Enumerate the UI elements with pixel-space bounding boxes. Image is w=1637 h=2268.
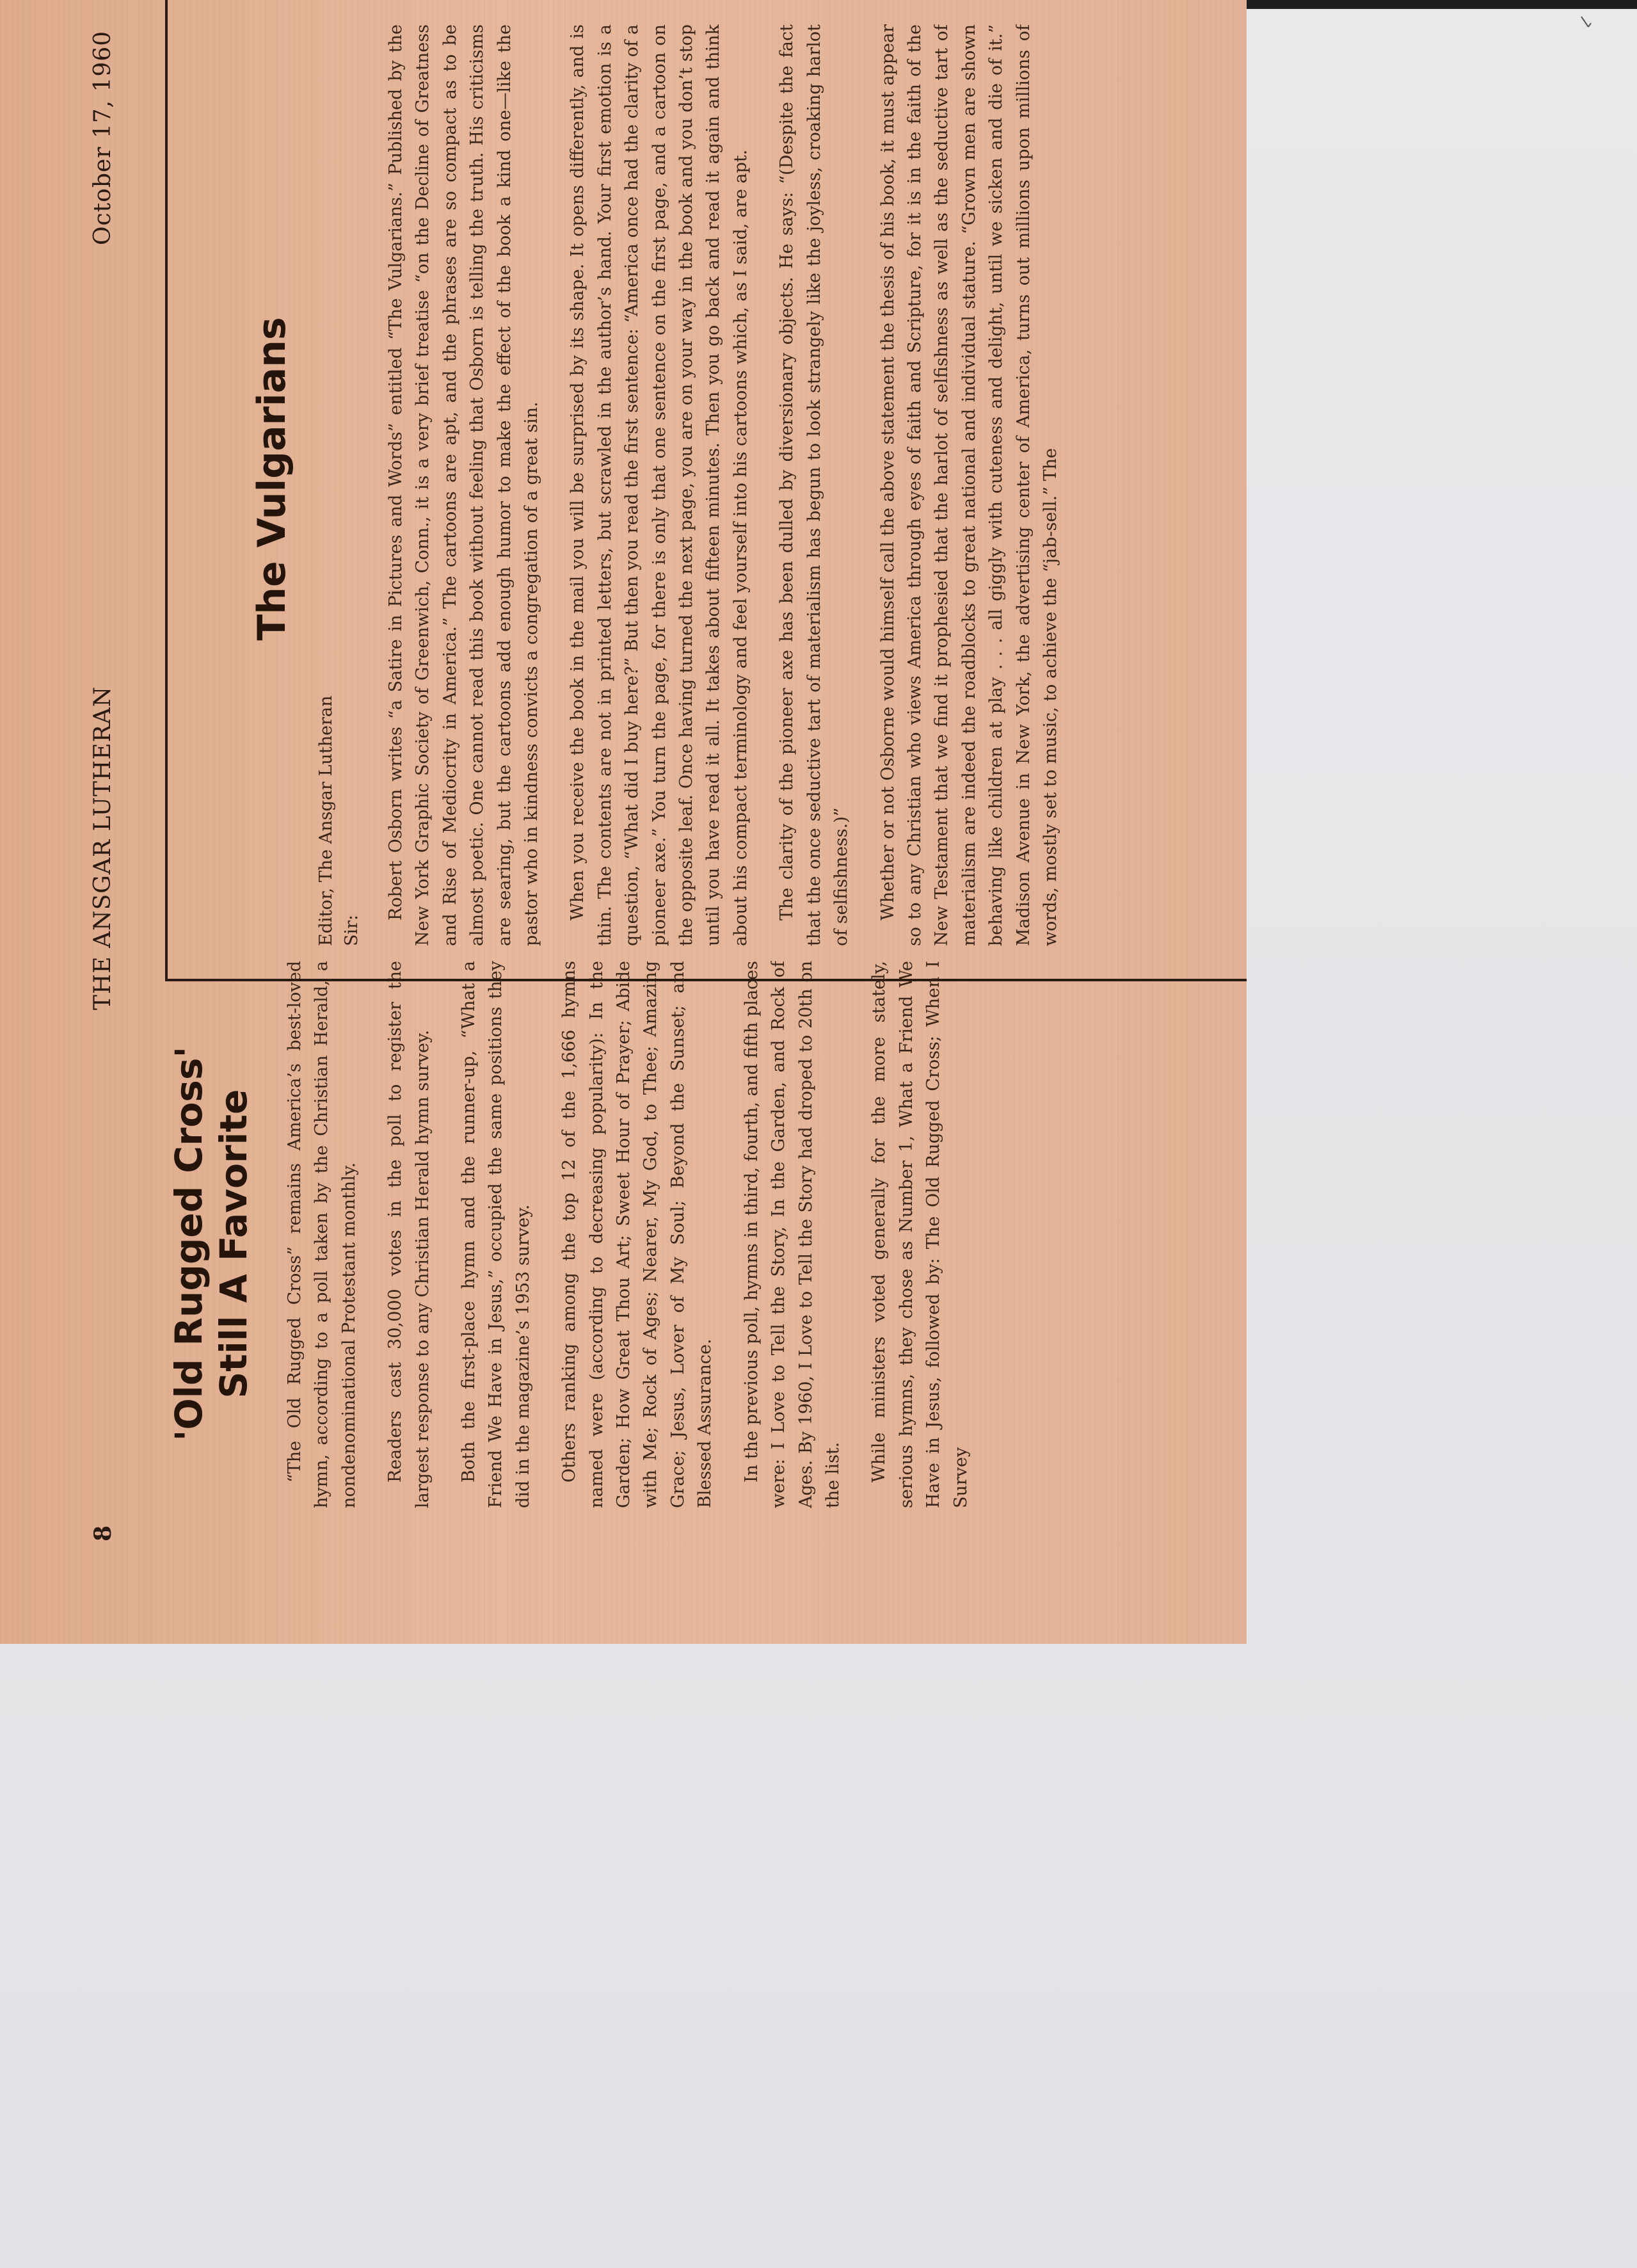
left-article-body: [282, 961, 1242, 1508]
salutation-line-2: Sir:: [342, 914, 362, 946]
issue-date: October 17, 1960: [90, 30, 116, 245]
left-paragraph: “The Old Rugged Cross” remains America’s best-loved hymn, according to a poll taken by the Christian Herald, a nondenominational Protestant monthly.: [285, 961, 359, 1508]
left-paragraph: In the previous poll, hymns in third, fourth, and fifth places were: I Love to Tell the Story, In the Garden, and Rock of Ages. By 1960, I Love to Tell the Story had droped to 20th on the list.: [741, 961, 843, 1508]
left-paragraph: Both the first-place hymn and the runner-up, “What a Friend We Have in Jesus,” occupied the same positions they did in the magazine’s 1953 survey.: [459, 961, 533, 1508]
page-number: 8: [90, 1524, 116, 1541]
right-article-headline: The Vulgarians: [250, 317, 294, 641]
left-paragraph: Others ranking among the top 12 of the 1,666 hymns named were (according to decreasing popularity): In the Garden; How Great Thou Art; Sweet Hour of Prayer; Abide with Me; Rock of Ages; Nearer, My God, to Thee; Amazing Grace; Jesus, Lover of My Soul; Beyond the Sunset; and Blessed Assurance.: [559, 961, 715, 1508]
salutation-line-1: Editor, The Ansgar Lutheran: [316, 695, 336, 946]
pencil-mark-icon: [1579, 15, 1592, 29]
headline-line-1: 'Old Rugged Cross': [167, 1046, 211, 1442]
left-paragraph: While ministers voted generally for the more stately, serious hymns, they chose as Number 1, What a Friend We Have in Jesus, followed by: The Old Rugged Cross; When I Survey: [869, 961, 971, 1508]
letter-salutation: [314, 498, 365, 946]
right-paragraph: The clarity of the pioneer axe has been dulled by diversionary objects. He says: “(Despite the fact that the once seductive tart of materialism has begun to look strangely like the joyless, croaking harlot of selfishness.)”: [777, 24, 852, 946]
headline-line-2: Still A Favorite: [212, 1089, 255, 1399]
right-paragraph: Whether or not Osborne would himself call the above statement the thesis of his book, it must appear so to any Christian who views America through eyes of faith and Scripture, for it is in the faith of the New Testament that we find it prophesied that the harlot of selfishness as well as the seductive tart of materialism are indeed the roadblocks to great national and individual stature. “Grown men are shown behaving like children at play . . . all giggly with cuteness and delight, until we sicken and die of it.” Madison Avenue in New York, the advertising center of America, turns out millions upon millions of words, mostly set to music, to achieve the “jab-sell.” The: [877, 24, 1060, 946]
scanner-dark-edge: [1235, 0, 1637, 9]
right-article-body: [383, 24, 1247, 946]
right-paragraph: Robert Osborn writes “a Satire in Pictures and Words” entitled “The Vulgarians.” Published by the New York Graphic Society of Greenwich, Conn., it is a very brief treatise “on the Decline of Greatness and Rise of Mediocrity in America.” The cartoons are apt, and the phrases are so compact as to be almost poetic. One cannot read this book without feeling that Osborn is telling the truth. His criticisms are searing, but the cartoons add enough humor to make the effect of the book a kind one—like the pastor who in kindness convicts a congregation of a great sin.: [386, 24, 542, 946]
left-paragraph: Readers cast 30,000 votes in the poll to register the largest response to any Christian Herald hymn survey.: [385, 961, 433, 1508]
left-article-headline: [166, 969, 256, 1519]
masthead: THE ANSGAR LUTHERAN: [90, 686, 116, 1010]
right-paragraph: When you receive the book in the mail you will be surprised by its shape. It opens differently, and is thin. The contents are not in printed letters, but scrawled in the author’s hand. Your first emotion is a question, “What did I buy here?” But then you read the first sentence: “America once had the clarity of a pioneer axe.” You turn the page, for there is only that one sentence on the first page, and a cartoon on the opposite leaf. Once having turned the next page, you are on your way in the book and you don’t stop until you have read it all. It takes about fifteen minutes. Then you go back and read it again and think about his compact terminology and feel yourself into his cartoons which, as I said, are apt.: [568, 24, 751, 946]
